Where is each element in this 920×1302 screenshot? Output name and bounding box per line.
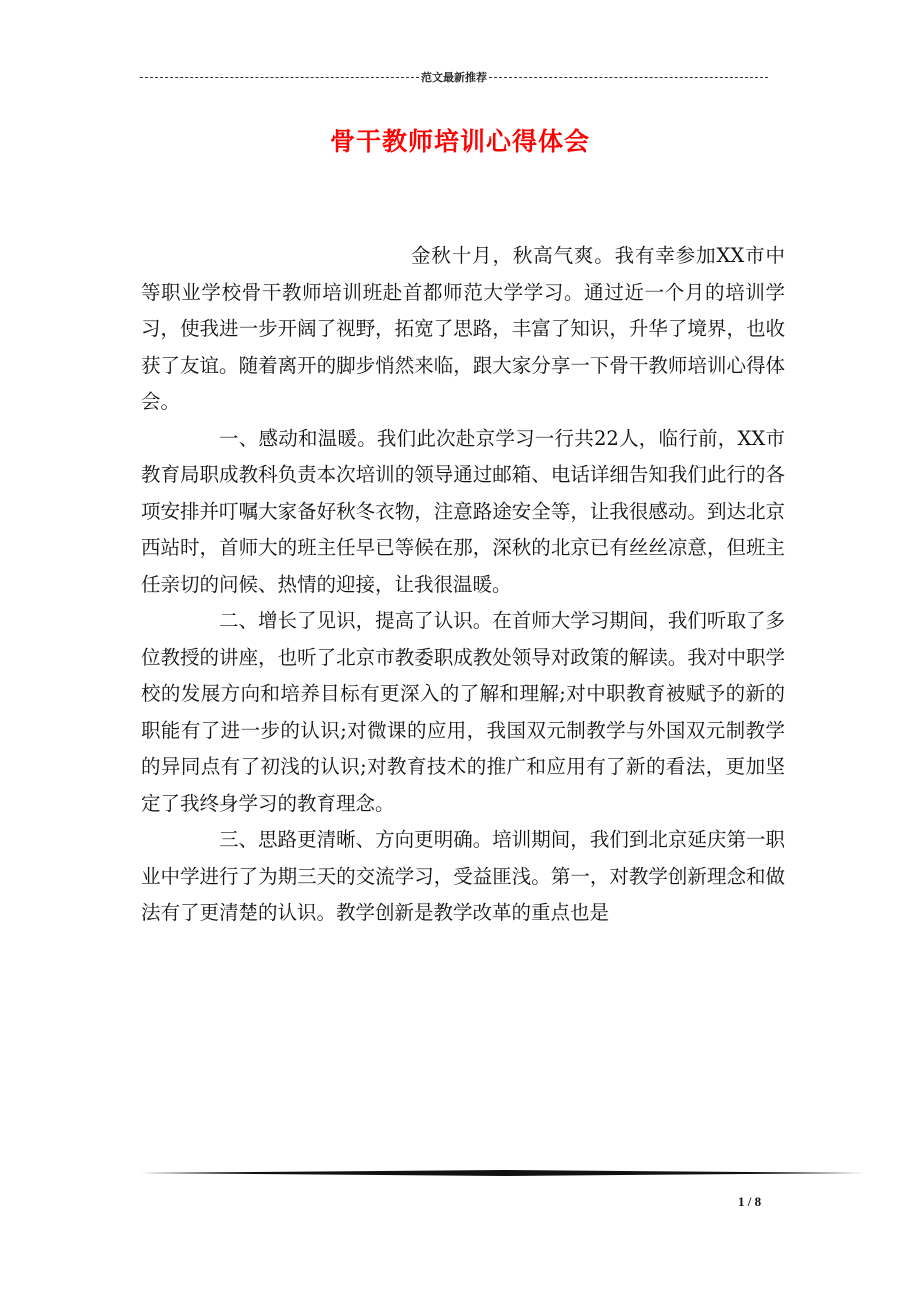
header-dash-left bbox=[140, 77, 419, 78]
page-number: 1 / 8 bbox=[738, 1194, 762, 1209]
header-dash-right bbox=[489, 77, 768, 78]
paragraph-section-2: 二、增长了见识，提高了认识。在首师大学习期间，我们听取了多位教授的讲座，也听了北京市教委职成教处领导对政策的解读。我对中职学校的发展方向和培养目标有更深入的了解和理解;对中职教育被赋予的新的职能有了进一步的认识;对微课的应用，我国双元制教学与外国双元制教学的异同点有了初浅的认识;对教育技术的推广和应用有了新的看法，更加坚定了我终身学习的教育理念。 bbox=[141, 609, 785, 815]
paragraph-section-3: 三、思路更清晰、方向更明确。培训期间，我们到北京延庆第一职业中学进行了为期三天的交流学习，受益匪浅。第一，对教学创新理念和做法有了更清楚的认识。教学创新是教学改革的重点也是 bbox=[141, 828, 785, 924]
header-label: 范文最新推荐 bbox=[421, 71, 487, 84]
paragraph-section-1: 一、感动和温暖。我们此次赴京学习一行共22人，临行前，XX市教育局职成教科负责本次培训的领导通过邮箱、电话详细告知我们此行的各项安排并叮嘱大家备好秋冬衣物，注意路途安全等，让我很感动。到达北京西站时，首师大的班主任早已等候在那，深秋的北京已有丝丝凉意，但班主任亲切的问候、热情的迎接，让我很温暖。 bbox=[141, 426, 785, 596]
document-title: 骨干教师培训心得体会 bbox=[329, 127, 590, 156]
document-body bbox=[141, 238, 785, 932]
footer-divider bbox=[140, 1170, 864, 1176]
paragraph-intro: 金秋十月，秋高气爽。我有幸参加XX市中等职业学校骨干教师培训班赴首都师范大学学习。通过近一个月的培训学习，使我进一步开阔了视野，拓宽了思路，丰富了知识，升华了境界，也收获了友谊。随着离开的脚步悄然来临，跟大家分享一下骨干教师培训心得体会。 bbox=[141, 244, 785, 413]
header-banner bbox=[140, 68, 768, 86]
